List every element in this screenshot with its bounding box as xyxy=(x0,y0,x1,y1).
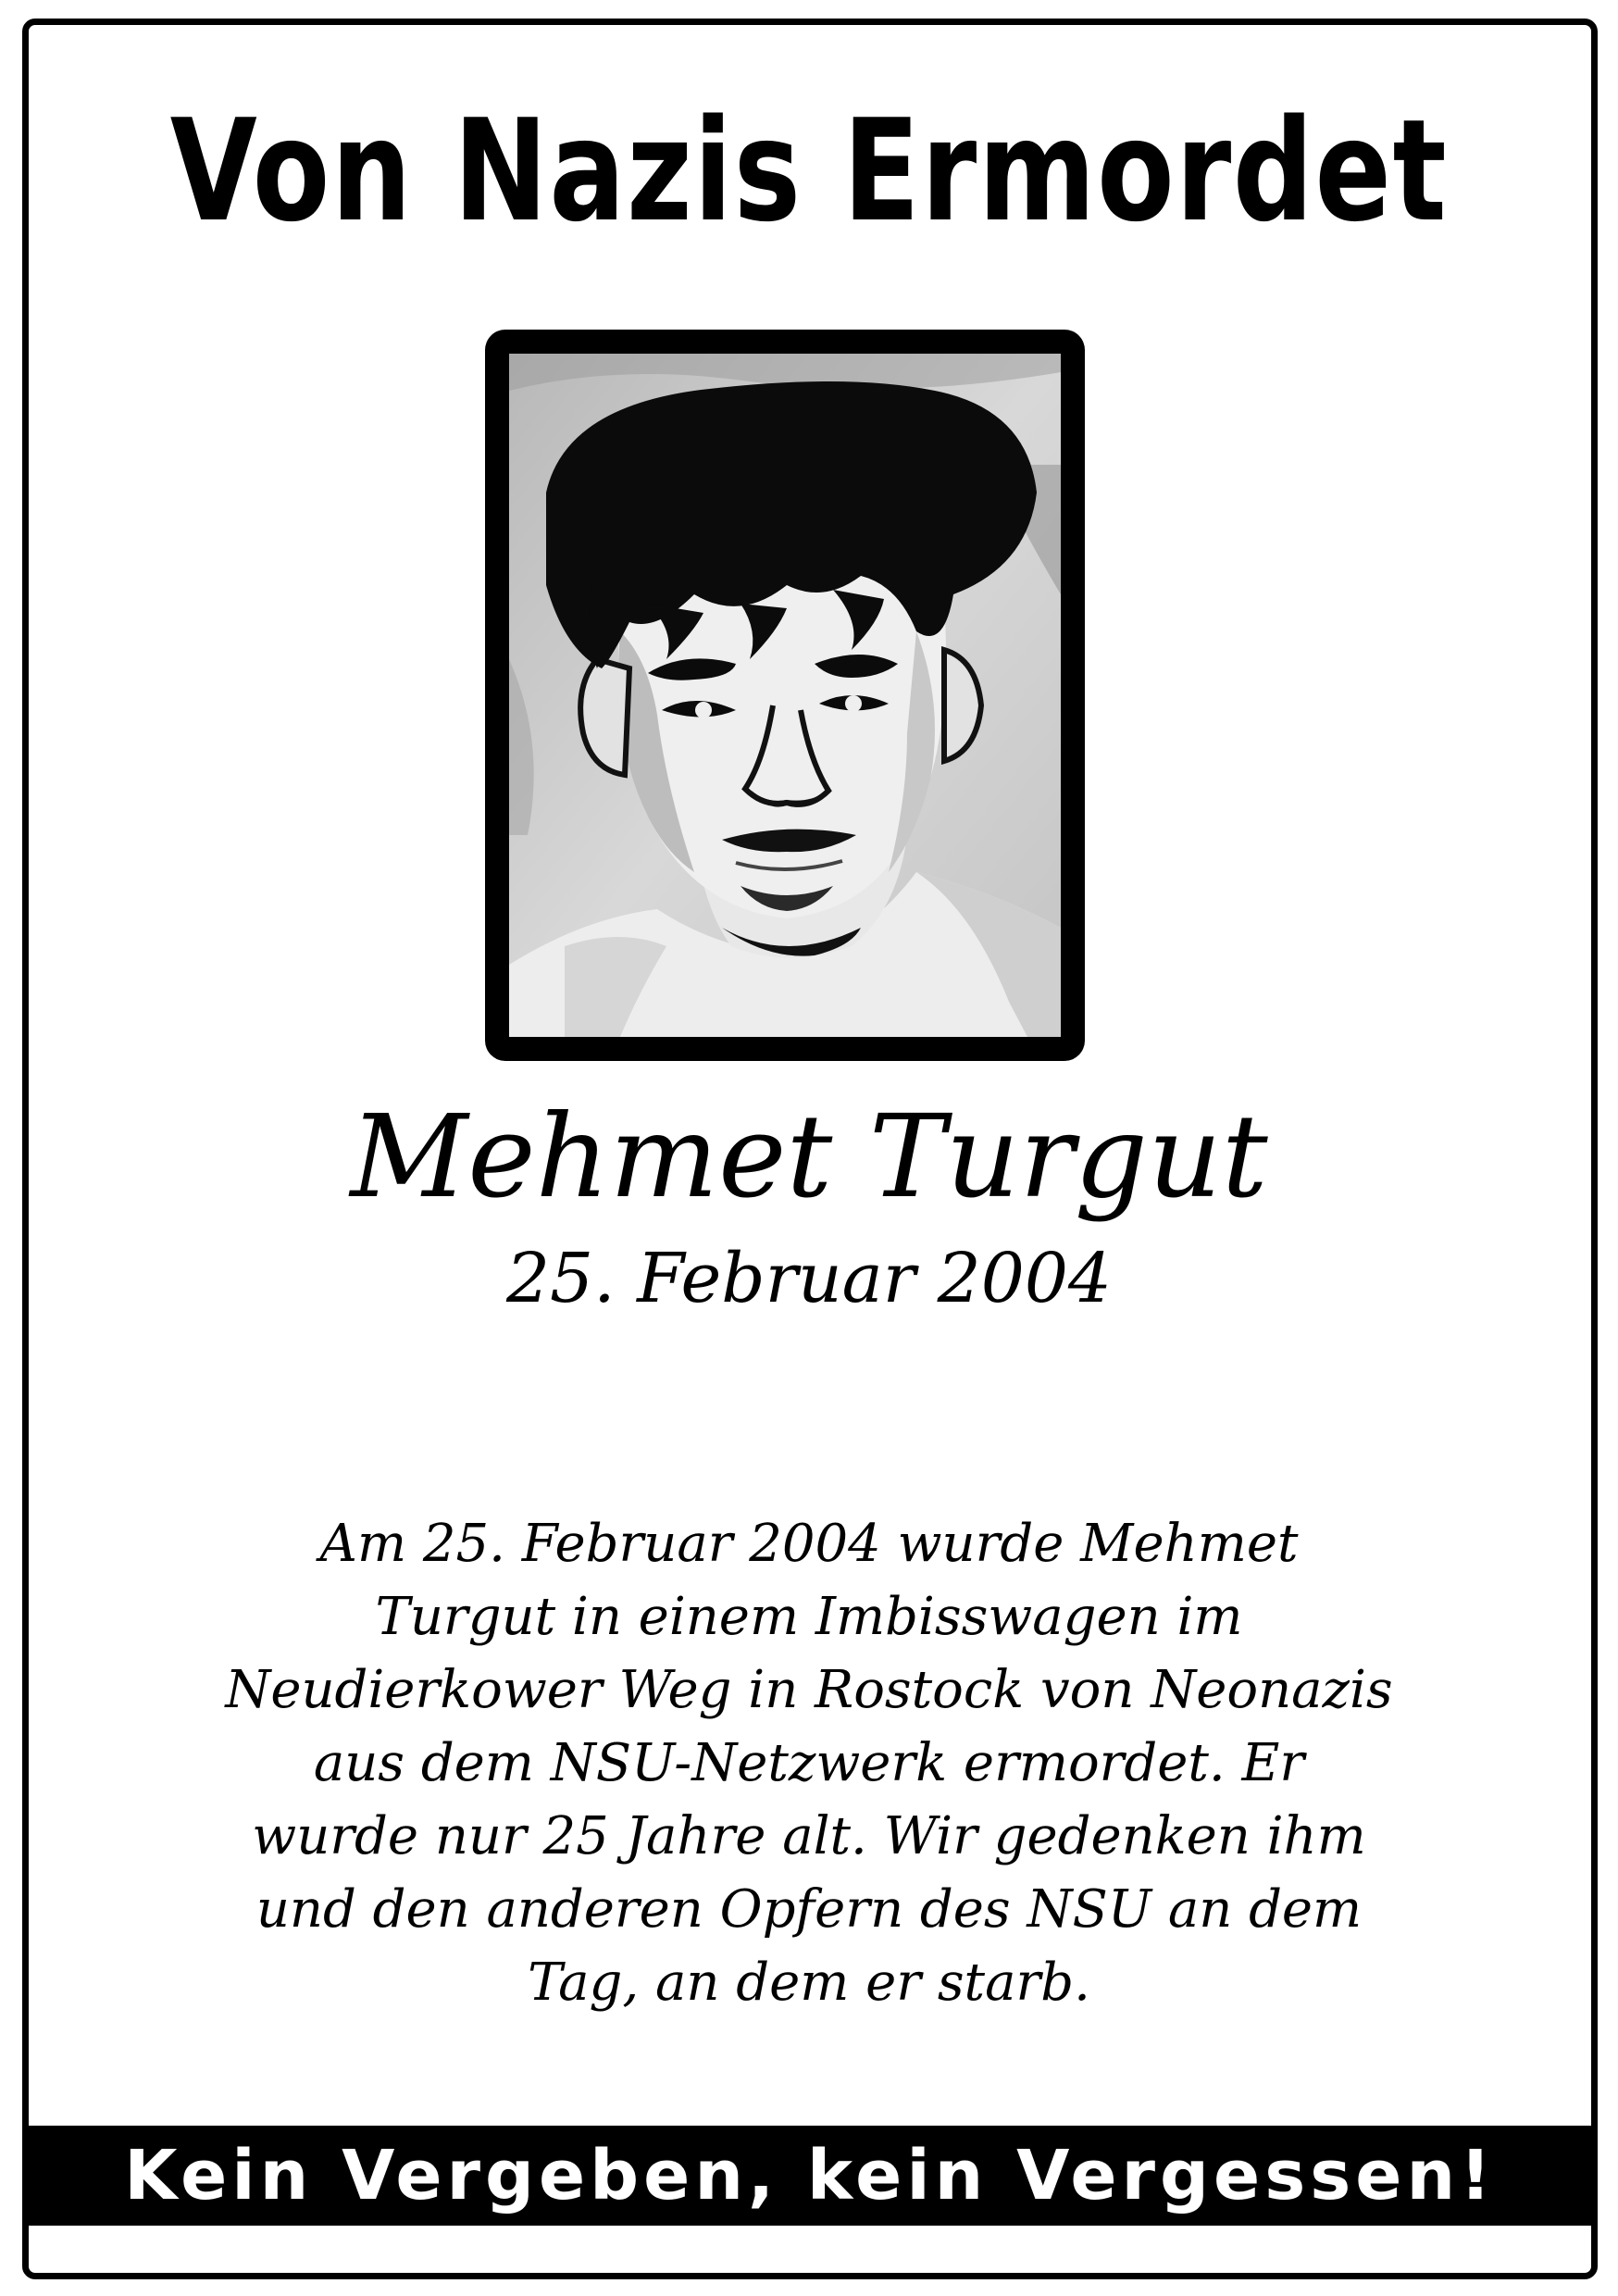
portrait-image xyxy=(509,354,1061,1037)
memorial-text-line: und den anderen Opfern des NSU an dem xyxy=(255,1879,1363,1940)
memorial-text-line: Am 25. Februar 2004 wurde Mehmet xyxy=(319,1514,1299,1574)
portrait-frame xyxy=(485,330,1085,1061)
memorial-text-line: wurde nur 25 Jahre alt. Wir gedenken ihm xyxy=(252,1806,1366,1866)
date-of-death: 25. Februar 2004 xyxy=(505,1239,1113,1318)
footer-banner xyxy=(29,2126,1591,2226)
victim-name: Mehmet Turgut xyxy=(350,1091,1268,1224)
memorial-text-line: Neudierkower Weg in Rostock von Neonazis xyxy=(225,1660,1393,1720)
footer-slogan: Kein Vergeben, kein Vergessen! xyxy=(124,2136,1496,2215)
memorial-text xyxy=(83,1507,1535,2019)
memorial-text-line: Turgut in einem Imbisswagen im xyxy=(375,1587,1243,1647)
headline: Von Nazis Ermordet xyxy=(169,89,1449,253)
memorial-text-line: aus dem NSU-Netzwerk ermordet. Er xyxy=(313,1733,1305,1793)
memorial-text-line: Tag, an dem er starb. xyxy=(528,1953,1090,2013)
